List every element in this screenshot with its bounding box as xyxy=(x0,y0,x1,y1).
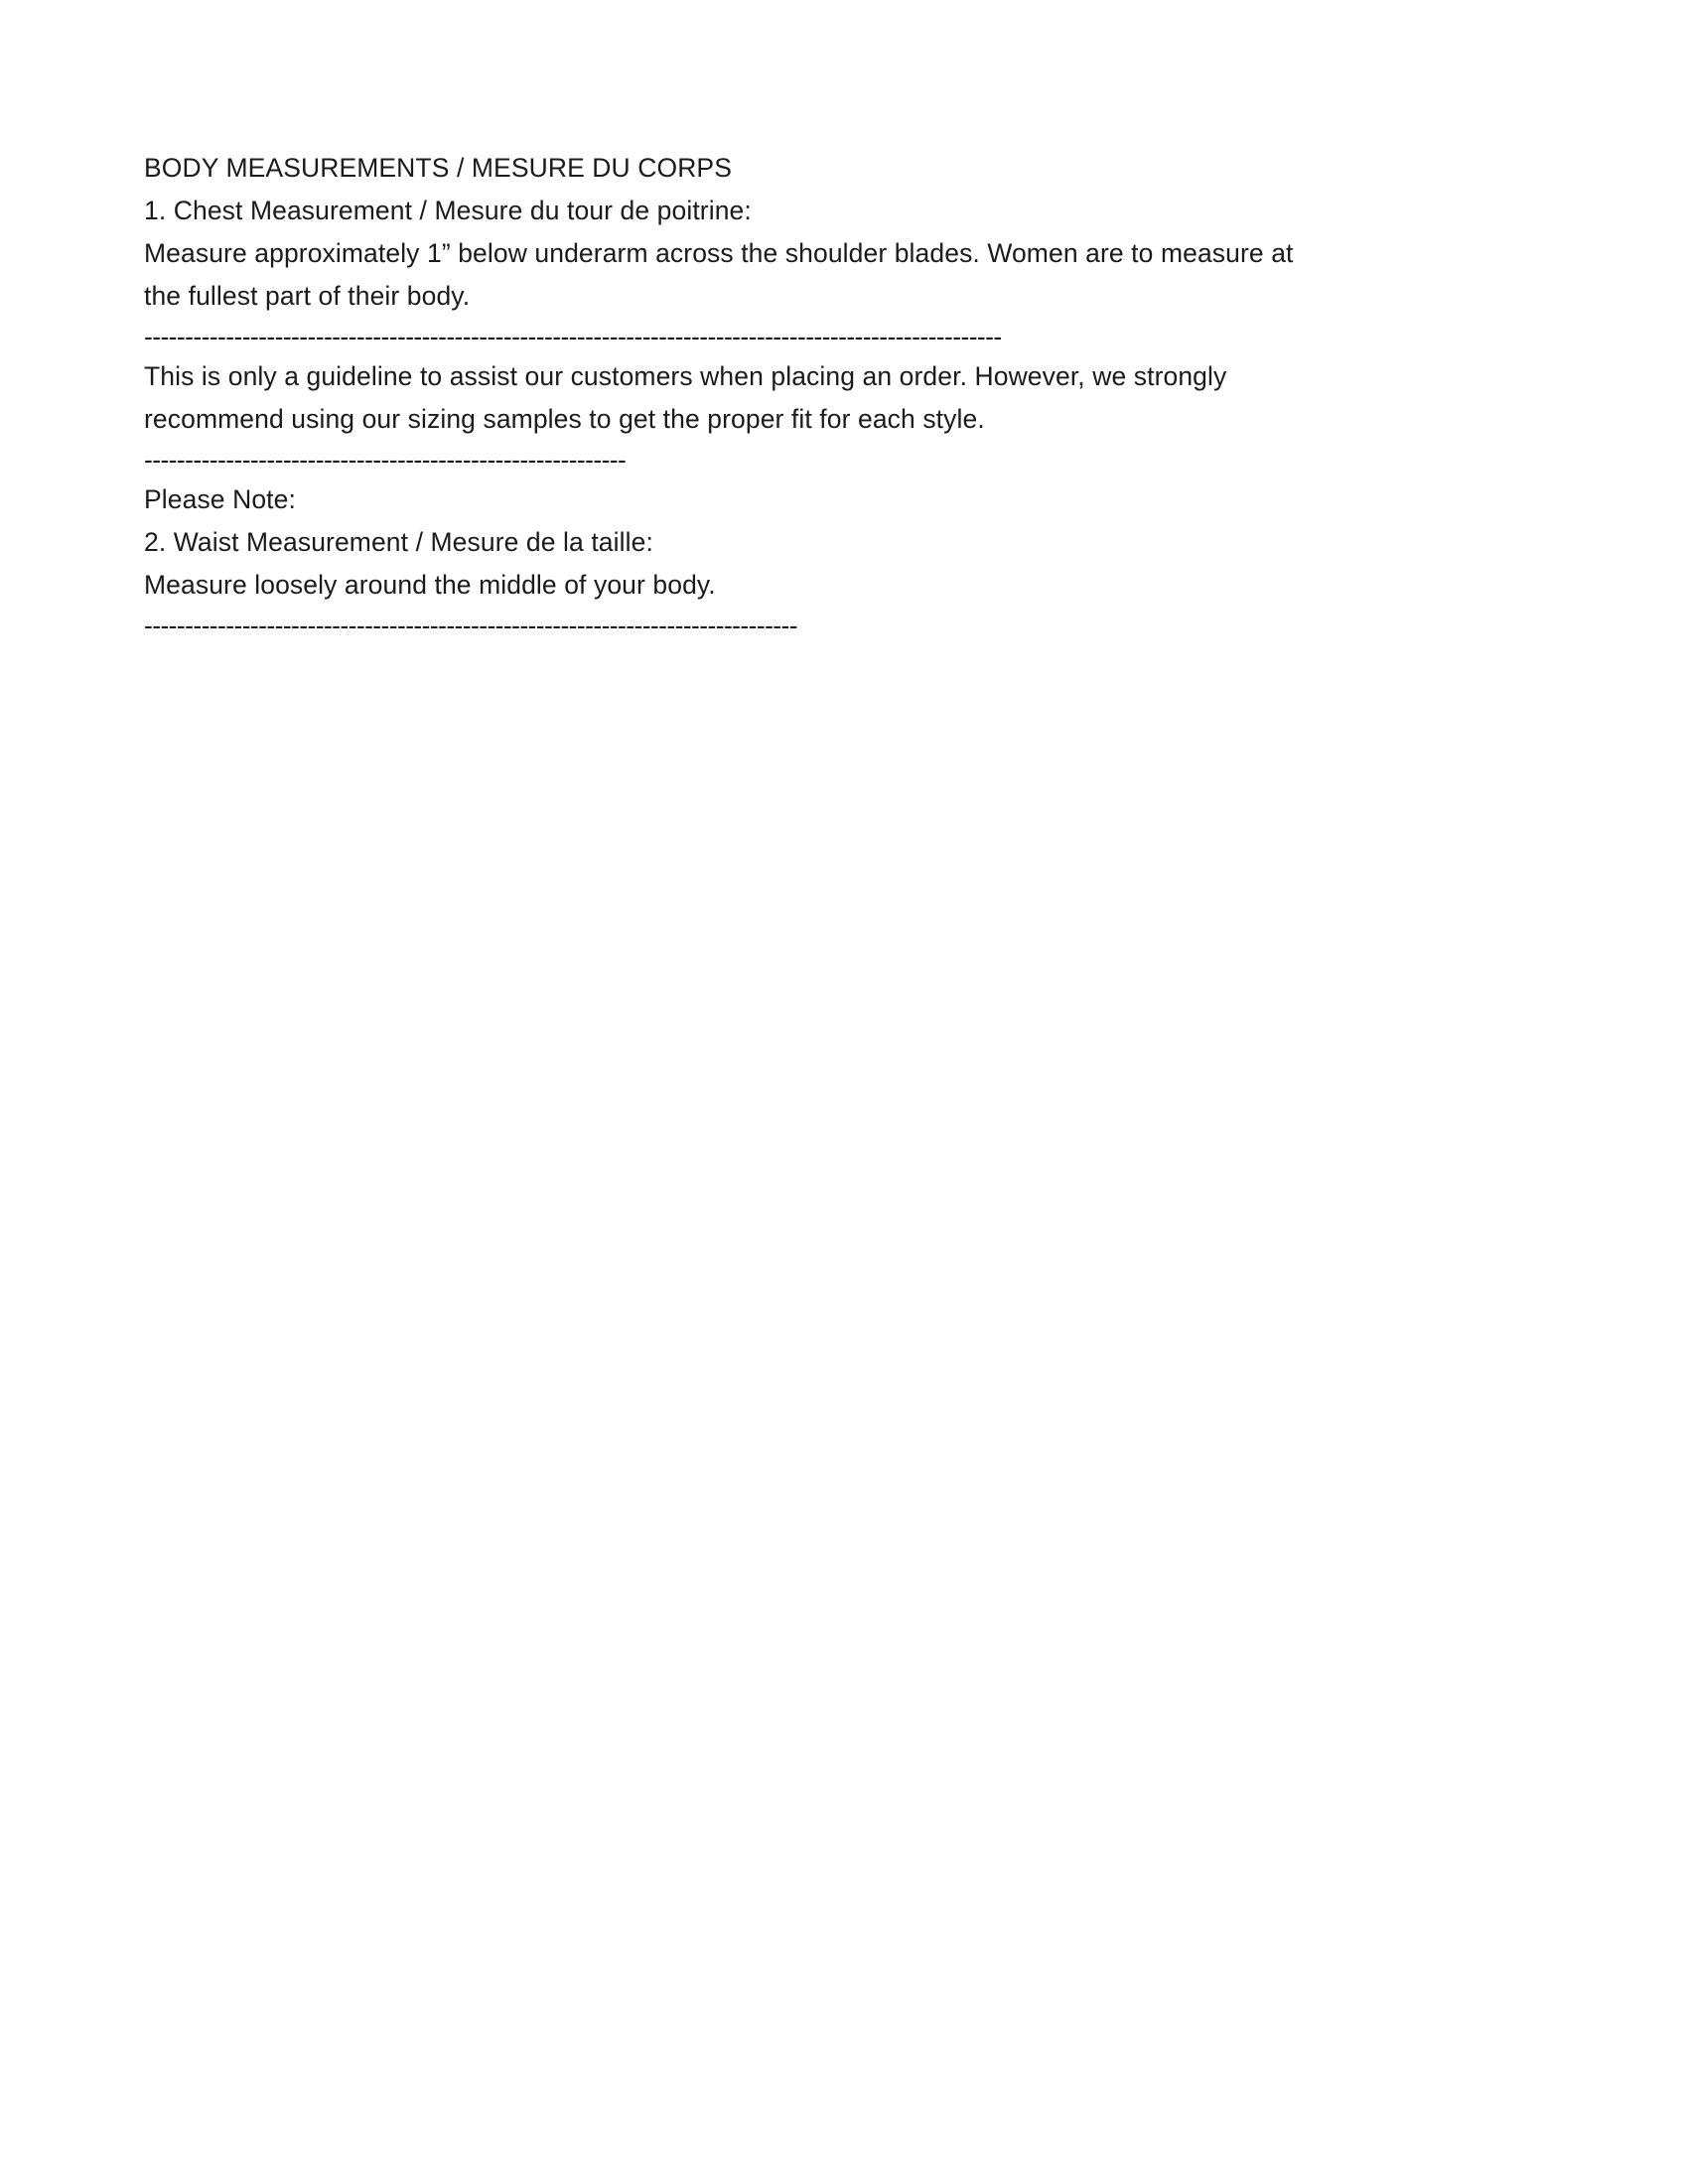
divider-1: --------------------------------------------------------------------------------------------------------- xyxy=(144,322,1002,351)
document-heading: BODY MEASUREMENTS / MESURE DU CORPS xyxy=(144,153,732,183)
divider-2: ----------------------------------------------------------- xyxy=(144,445,627,475)
guideline-note: This is only a guideline to assist our customers when placing an order. However, we strongly recommend using our sizing samples to get the proper fit for each style. xyxy=(144,361,1227,434)
section-2-body: Measure loosely around the middle of your body. xyxy=(144,570,716,600)
section-1-title: 1. Chest Measurement / Mesure du tour de poitrine: xyxy=(144,196,752,225)
please-note-label: Please Note: xyxy=(144,484,296,514)
divider-3: -------------------------------------------------------------------------------- xyxy=(144,611,797,640)
document-text-block xyxy=(144,147,1455,644)
section-1-body: Measure approximately 1” below underarm across the shoulder blades. Women are to measure at the fullest part of their body. xyxy=(144,238,1294,311)
section-2-title: 2. Waist Measurement / Mesure de la taille: xyxy=(144,527,653,557)
